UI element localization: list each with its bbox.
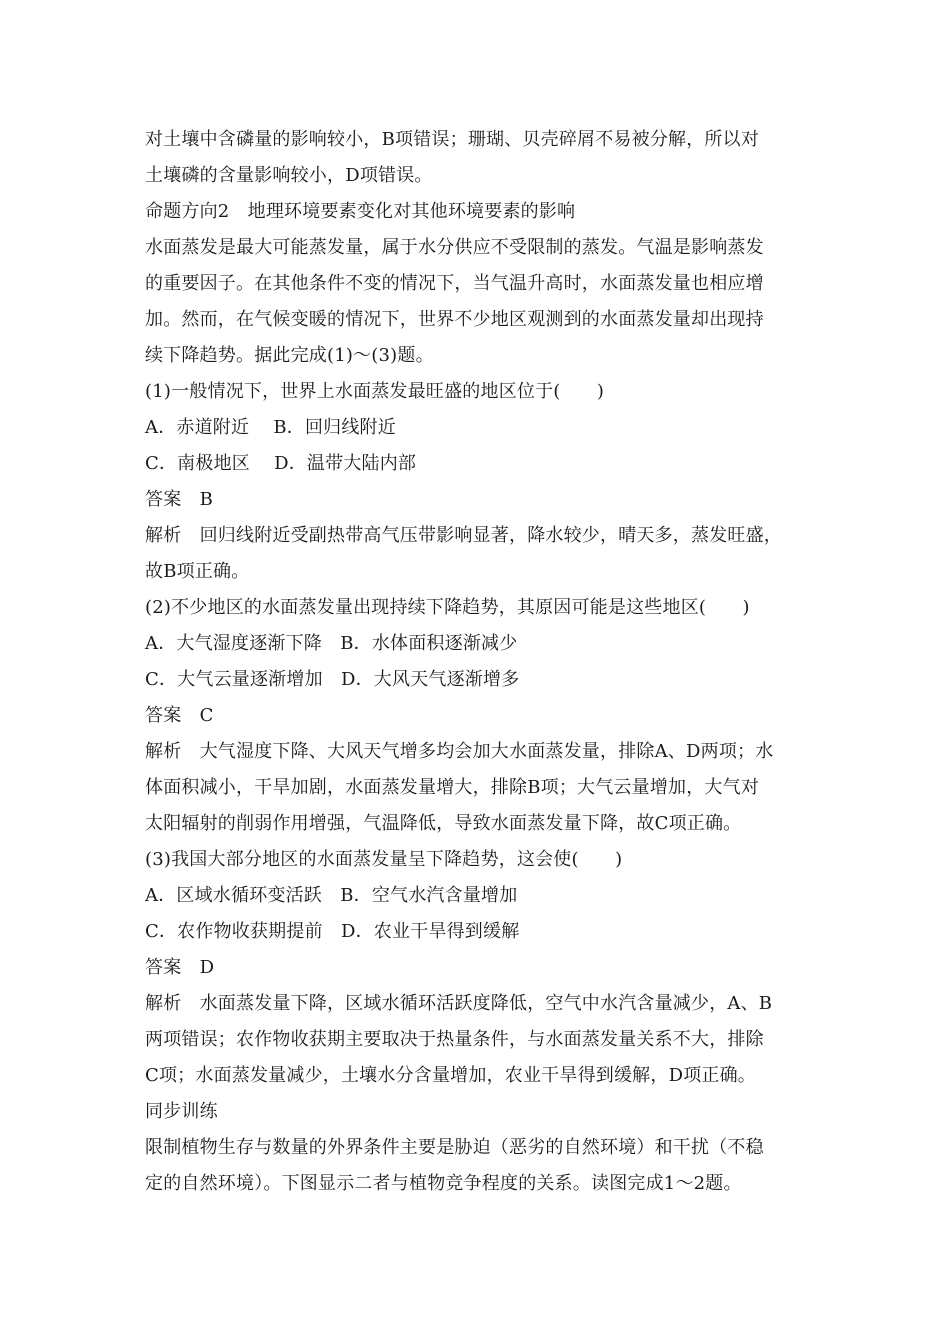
options-line: A．赤道附近 B．回归线附近 [145, 417, 396, 438]
question-3: (3)我国大部分地区的水面蒸发量呈下降趋势，这会使( ) [145, 849, 623, 870]
question-1: (1)一般情况下，世界上水面蒸发最旺盛的地区位于( ) [145, 381, 605, 402]
analysis-line: 解析 大气湿度下降、大风天气增多均会加大水面蒸发量，排除A、D两项；水 [145, 741, 774, 762]
text-line: 对土壤中含磷量的影响较小，B项错误；珊瑚、贝壳碎屑不易被分解，所以对 [145, 129, 760, 150]
options-line: C．南极地区 D．温带大陆内部 [145, 453, 417, 474]
analysis-line: 解析 回归线附近受副热带高气压带影响显著，降水较少，晴天多，蒸发旺盛， [145, 525, 782, 546]
text-line: 水面蒸发是最大可能蒸发量，属于水分供应不受限制的蒸发。气温是影响蒸发 [145, 237, 764, 258]
analysis-line: C项；水面蒸发量减少，土壤水分含量增加，农业干旱得到缓解，D项正确。 [145, 1065, 757, 1086]
options-line: C．农作物收获期提前 D．农业干旱得到缓解 [145, 921, 520, 942]
text-line: 续下降趋势。据此完成(1)～(3)题。 [145, 345, 434, 366]
analysis-line: 两项错误；农作物收获期主要取决于热量条件，与水面蒸发量关系不大，排除 [145, 1029, 764, 1050]
text-line: 土壤磷的含量影响较小，D项错误。 [145, 165, 433, 186]
answer-line: 答案 C [145, 705, 214, 726]
analysis-line: 故B项正确。 [145, 561, 250, 582]
text-line: 的重要因子。在其他条件不变的情况下，当气温升高时，水面蒸发量也相应增 [145, 273, 764, 294]
document-body [145, 122, 815, 1202]
analysis-line: 解析 水面蒸发量下降，区域水循环活跃度降低，空气中水汽含量减少，A、B [145, 993, 773, 1014]
analysis-line: 体面积减小，干旱加剧，水面蒸发量增大，排除B项；大气云量增加，大气对 [145, 777, 760, 798]
text-line: 加。然而，在气候变暖的情况下，世界不少地区观测到的水面蒸发量却出现持 [145, 309, 764, 330]
text-line: 定的自然环境）。下图显示二者与植物竞争程度的关系。读图完成1～2题。 [145, 1173, 742, 1194]
question-2: (2)不少地区的水面蒸发量出现持续下降趋势，其原因可能是这些地区( ) [145, 597, 750, 618]
options-line: A．大气湿度逐渐下降 B．水体面积逐渐减少 [145, 633, 518, 654]
analysis-line: 太阳辐射的削弱作用增强，气温降低，导致水面蒸发量下降，故C项正确。 [145, 813, 742, 834]
section-heading: 命题方向2 地理环境要素变化对其他环境要素的影响 [145, 201, 576, 222]
options-line: A．区域水循环变活跃 B．空气水汽含量增加 [145, 885, 518, 906]
section-heading: 同步训练 [145, 1101, 218, 1122]
text-line: 限制植物生存与数量的外界条件主要是胁迫（恶劣的自然环境）和干扰（不稳 [145, 1137, 764, 1158]
answer-line: 答案 B [145, 489, 214, 510]
answer-line: 答案 D [145, 957, 215, 978]
options-line: C．大气云量逐渐增加 D．大风天气逐渐增多 [145, 669, 520, 690]
